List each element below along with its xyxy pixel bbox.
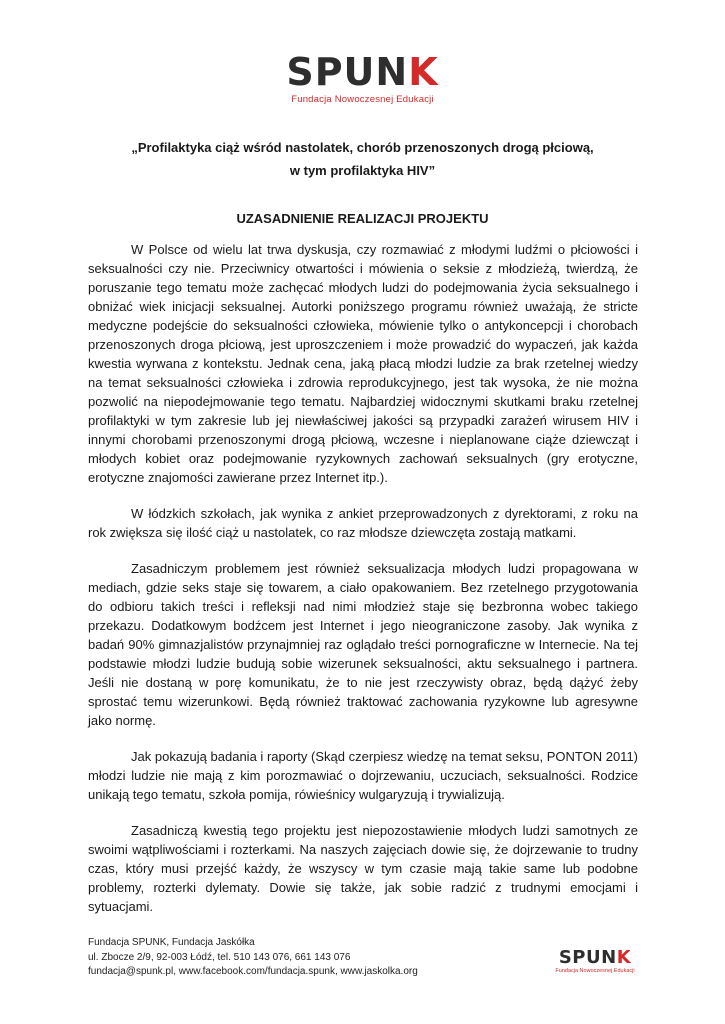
paragraph: Jak pokazują badania i raporty (Skąd czerpiesz wiedzę na temat seksu, PONTON 2011) młodzi ludzie nie mają z kim porozmawiać o dojrzewaniu, uczuciach, seksualności. Rodzice unikają tego tematu, szkoła pomija, rówieśnicy wulgaryzują i trywializują.: [88, 749, 638, 802]
paragraph: Zasadniczym problemem jest również seksualizacja młodych ludzi propagowana w mediach, gdzie seks staje się towarem, a ciało opakowaniem. Bez rzetelnego przygotowania do odbioru takich treści i refleksji nad nimi młodzież staje się bezbronna wobec takiego przekazu. Dodatkowym bodźcem jest Internet i jego nieograniczone zasoby. Jak wynika z badań 90% gimnazjalistów przynajmniej raz oglądało treści pornograficzne w Internecie. Na tej podstawie młodzi ludzie budują sobie wizerunek seksualności, aktu seksualnego i partnera. Jeśli nie dostaną w porę komunikatu, że to nie jest rzeczywisty obraz, będą dążyć żeby sprostać temu wizerunkowi. Będą również traktować zachowania ryzykowne lub agresywne jako normę.: [88, 561, 638, 728]
paragraph: W Polsce od wielu lat trwa dyskusja, czy rozmawiać z młodymi ludźmi o płciowości i seksualności czy nie. Przeciwnicy otwartości i mówienia o seksie z młodzieżą, twierdzą, że poruszanie tego tematu może zachęcać młodych ludzi do podejmowania życia seksualnego i obniżać wiek inicjacji seksualnej. Autorki poniższego programu również uważają, że stricte medyczne podejście do seksualności człowieka, mówienie tylko o antykoncepcji i chorobach przenoszonych droga płciową, jest uproszczeniem i może prowadzić do wypaczeń, jak każda kwestia wyrwana z kontekstu. Jednak cena, jaką płacą młodzi ludzie za brak rzetelnej wiedzy na temat seksualności człowieka i zdrowia reprodukcyjnego, jest tak wysoka, że nie można pozwolić na niepodejmowanie tego tematu. Najbardziej widocznymi skutkami braku rzetelnej profilaktyki w tym zakresie lub jej niewłaściwej jakości są przypadki zarażeń wirusem HIV i innymi chorobami przenoszonymi drogą płciową, wczesne i nieplanowane ciąże dziewcząt i młodych kobiet oraz podejmowanie ryzykownych zachowań seksualnych (gry erotyczne, erotyczne znajomości zawierane przez Internet itp.).: [88, 242, 638, 485]
section-heading: UZASADNIENIE REALIZACJI PROJEKTU: [236, 211, 489, 226]
document-title: [88, 136, 637, 182]
footer-address: ul. Zbocze 2/9, 92-003 Łódź, tel. 510 143 076, 661 143 076: [88, 951, 351, 963]
logo-tagline: Fundacja Nowoczesnej Edukacji: [291, 94, 434, 105]
footer-links: fundacja@spunk.pl, www.facebook.com/fundacja.spunk, www.jaskolka.org: [88, 966, 418, 977]
document-title-line2: w tym profilaktyka HIV”: [289, 163, 436, 178]
footer-logo-tagline: Fundacja Nowoczesnej Edukacji: [555, 968, 635, 974]
paragraph: Zasadniczą kwestią tego projektu jest niepozostawienie młodych ludzi samotnych ze swoimi wątpliwościami i rozterkami. Na naszych zajęciach dowie się, że dojrzewanie to trudny czas, który musi przejść każdy, że wszyscy w tym czasie mają takie same lub podobne problemy, rozterki dylematy. Dowie się także, jak sobie radzić z trudnymi emocjami i sytuacjami.: [88, 823, 638, 914]
logo-wordmark-accent: K: [408, 50, 439, 94]
footer-organizations: Fundacja SPUNK, Fundacja Jaskółka: [88, 937, 255, 948]
logo-wordmark: [0, 52, 725, 92]
paragraph: W łódzkich szkołach, jak wynika z ankiet przeprowadzonych z dyrektorami, z roku na rok zwiększa się ilość ciąż u nastolatek, co raz młodsze dziewczęta zostają matkami.: [88, 506, 638, 540]
header-logo: [0, 52, 725, 105]
footer-logo-main: SPUN: [558, 947, 617, 968]
body-text: [88, 240, 638, 933]
footer-logo-wordmark: [555, 948, 635, 968]
logo-wordmark-main: SPUN: [286, 50, 409, 94]
footer-contact: [88, 936, 418, 980]
document-title-line1: „Profilaktyka ciąż wśród nastolatek, chorób przenoszonych drogą płciową,: [131, 140, 594, 155]
footer-logo-accent: K: [616, 947, 632, 968]
footer-logo: [555, 948, 635, 974]
